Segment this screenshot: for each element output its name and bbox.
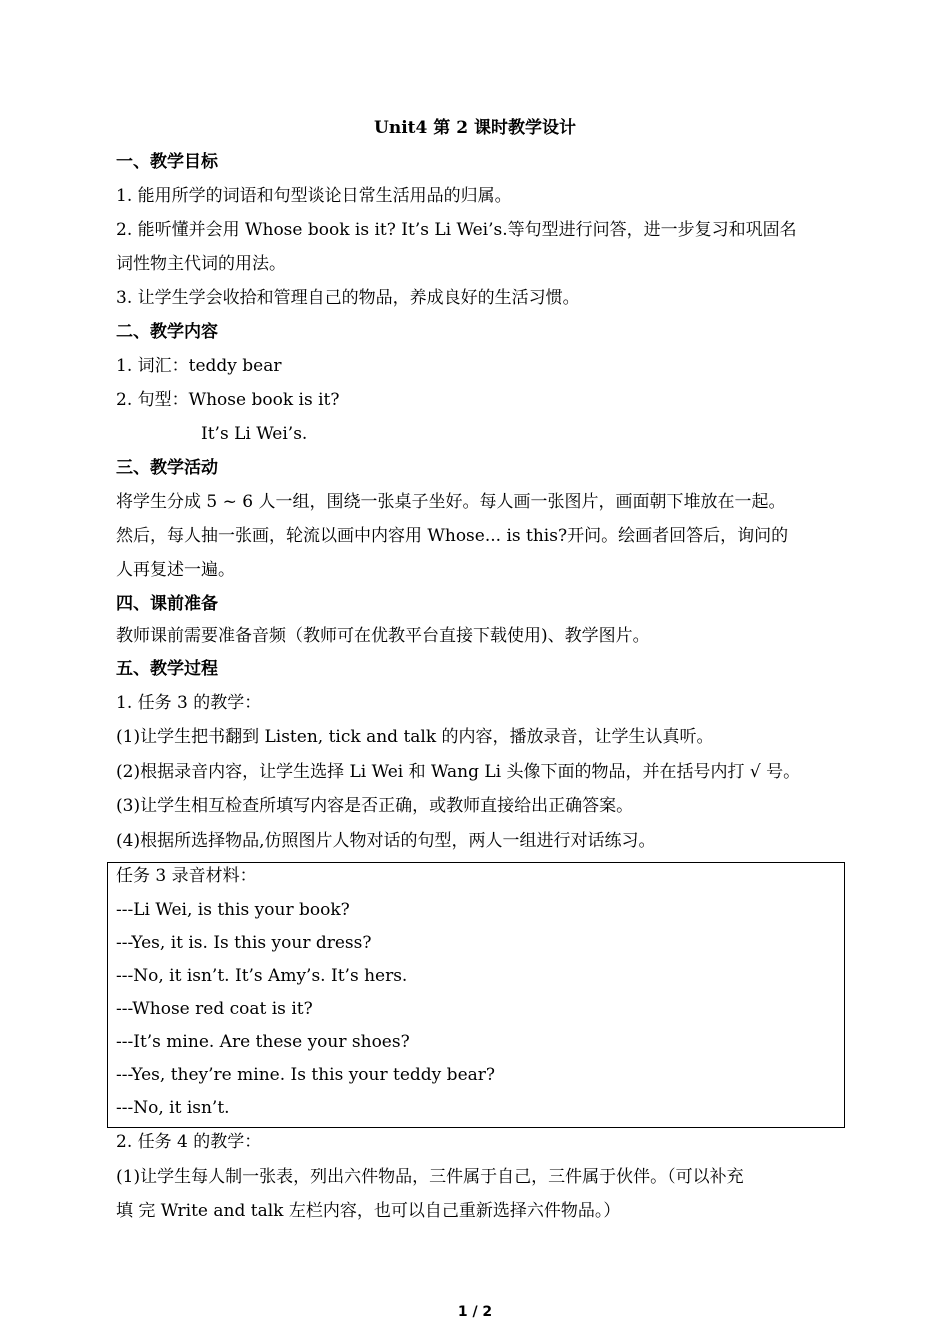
task3-step: (3)让学生相互检查所填写内容是否正确，或教师直接给出正确答案。 <box>116 796 634 816</box>
content-pattern: 2. 句型：Whose book is it? <box>116 390 340 410</box>
task4-line: (1)让学生每人制一张表，列出六件物品，三件属于自己，三件属于伙伴。（可以补充 <box>116 1167 744 1187</box>
transcript-line: ---Yes, they’re mine. Is this your teddy bear? <box>116 1065 496 1085</box>
transcript-box <box>107 862 845 1128</box>
transcript-title: 任务 3 录音材料： <box>116 866 257 886</box>
activity-line: 将学生分成 5 ~ 6 人一组，围绕一张桌子坐好。每人画一张图片，画面朝下堆放在一起。 <box>116 492 786 512</box>
activity-line: 人再复述一遍。 <box>116 560 235 580</box>
transcript-line: ---Li Wei, is this your book? <box>116 900 350 920</box>
task3-step: (1)让学生把书翻到 Listen, tick and talk 的内容，播放录音，让学生认真听。 <box>116 727 714 747</box>
section-heading-goals: 一、教学目标 <box>116 152 218 172</box>
task3-step: (2)根据录音内容，让学生选择 Li Wei 和 Wang Li 头像下面的物品，并在括号内打 √ 号。 <box>116 762 801 782</box>
prep-line: 教师课前需要准备音频（教师可在优教平台直接下载使用)、教学图片。 <box>116 626 650 646</box>
task3-title: 1. 任务 3 的教学： <box>116 693 262 713</box>
transcript-line: ---Whose red coat is it? <box>116 999 313 1019</box>
goal-item: 2. 能听懂并会用 Whose book is it? It’s Li Wei’s.等句型进行问答，进一步复习和巩固名 <box>116 220 797 240</box>
goal-item: 3. 让学生学会收拾和管理自己的物品，养成良好的生活习惯。 <box>116 288 580 308</box>
section-heading-content: 二、教学内容 <box>116 322 218 342</box>
section-heading-activity: 三、教学活动 <box>116 458 218 478</box>
task3-step: (4)根据所选择物品,仿照图片人物对话的句型，两人一组进行对话练习。 <box>116 831 656 851</box>
goal-item: 词性物主代词的用法。 <box>116 254 286 274</box>
page-title: Unit4 第 2 课时教学设计 <box>374 118 576 138</box>
goal-item: 1. 能用所学的词语和句型谈论日常生活用品的归属。 <box>116 186 512 206</box>
transcript-line: ---Yes, it is. Is this your dress? <box>116 933 372 953</box>
task4-title: 2. 任务 4 的教学： <box>116 1132 262 1152</box>
transcript-line: ---No, it isn’t. <box>116 1098 230 1118</box>
page-number: 1 / 2 <box>457 1304 493 1320</box>
content-pattern-answer: It’s Li Wei’s. <box>201 424 308 444</box>
transcript-line: ---No, it isn’t. It’s Amy’s. It’s hers. <box>116 966 408 986</box>
content-vocab: 1. 词汇：teddy bear <box>116 356 282 376</box>
section-heading-prep: 四、课前准备 <box>116 594 218 614</box>
activity-line: 然后，每人抽一张画，轮流以画中内容用 Whose... is this?开问。绘画者回答后，询问的 <box>116 526 789 546</box>
section-heading-process: 五、教学过程 <box>116 659 218 679</box>
transcript-line: ---It’s mine. Are these your shoes? <box>116 1032 410 1052</box>
task4-line: 填 完 Write and talk 左栏内容，也可以自己重新选择六件物品。） <box>116 1201 621 1221</box>
